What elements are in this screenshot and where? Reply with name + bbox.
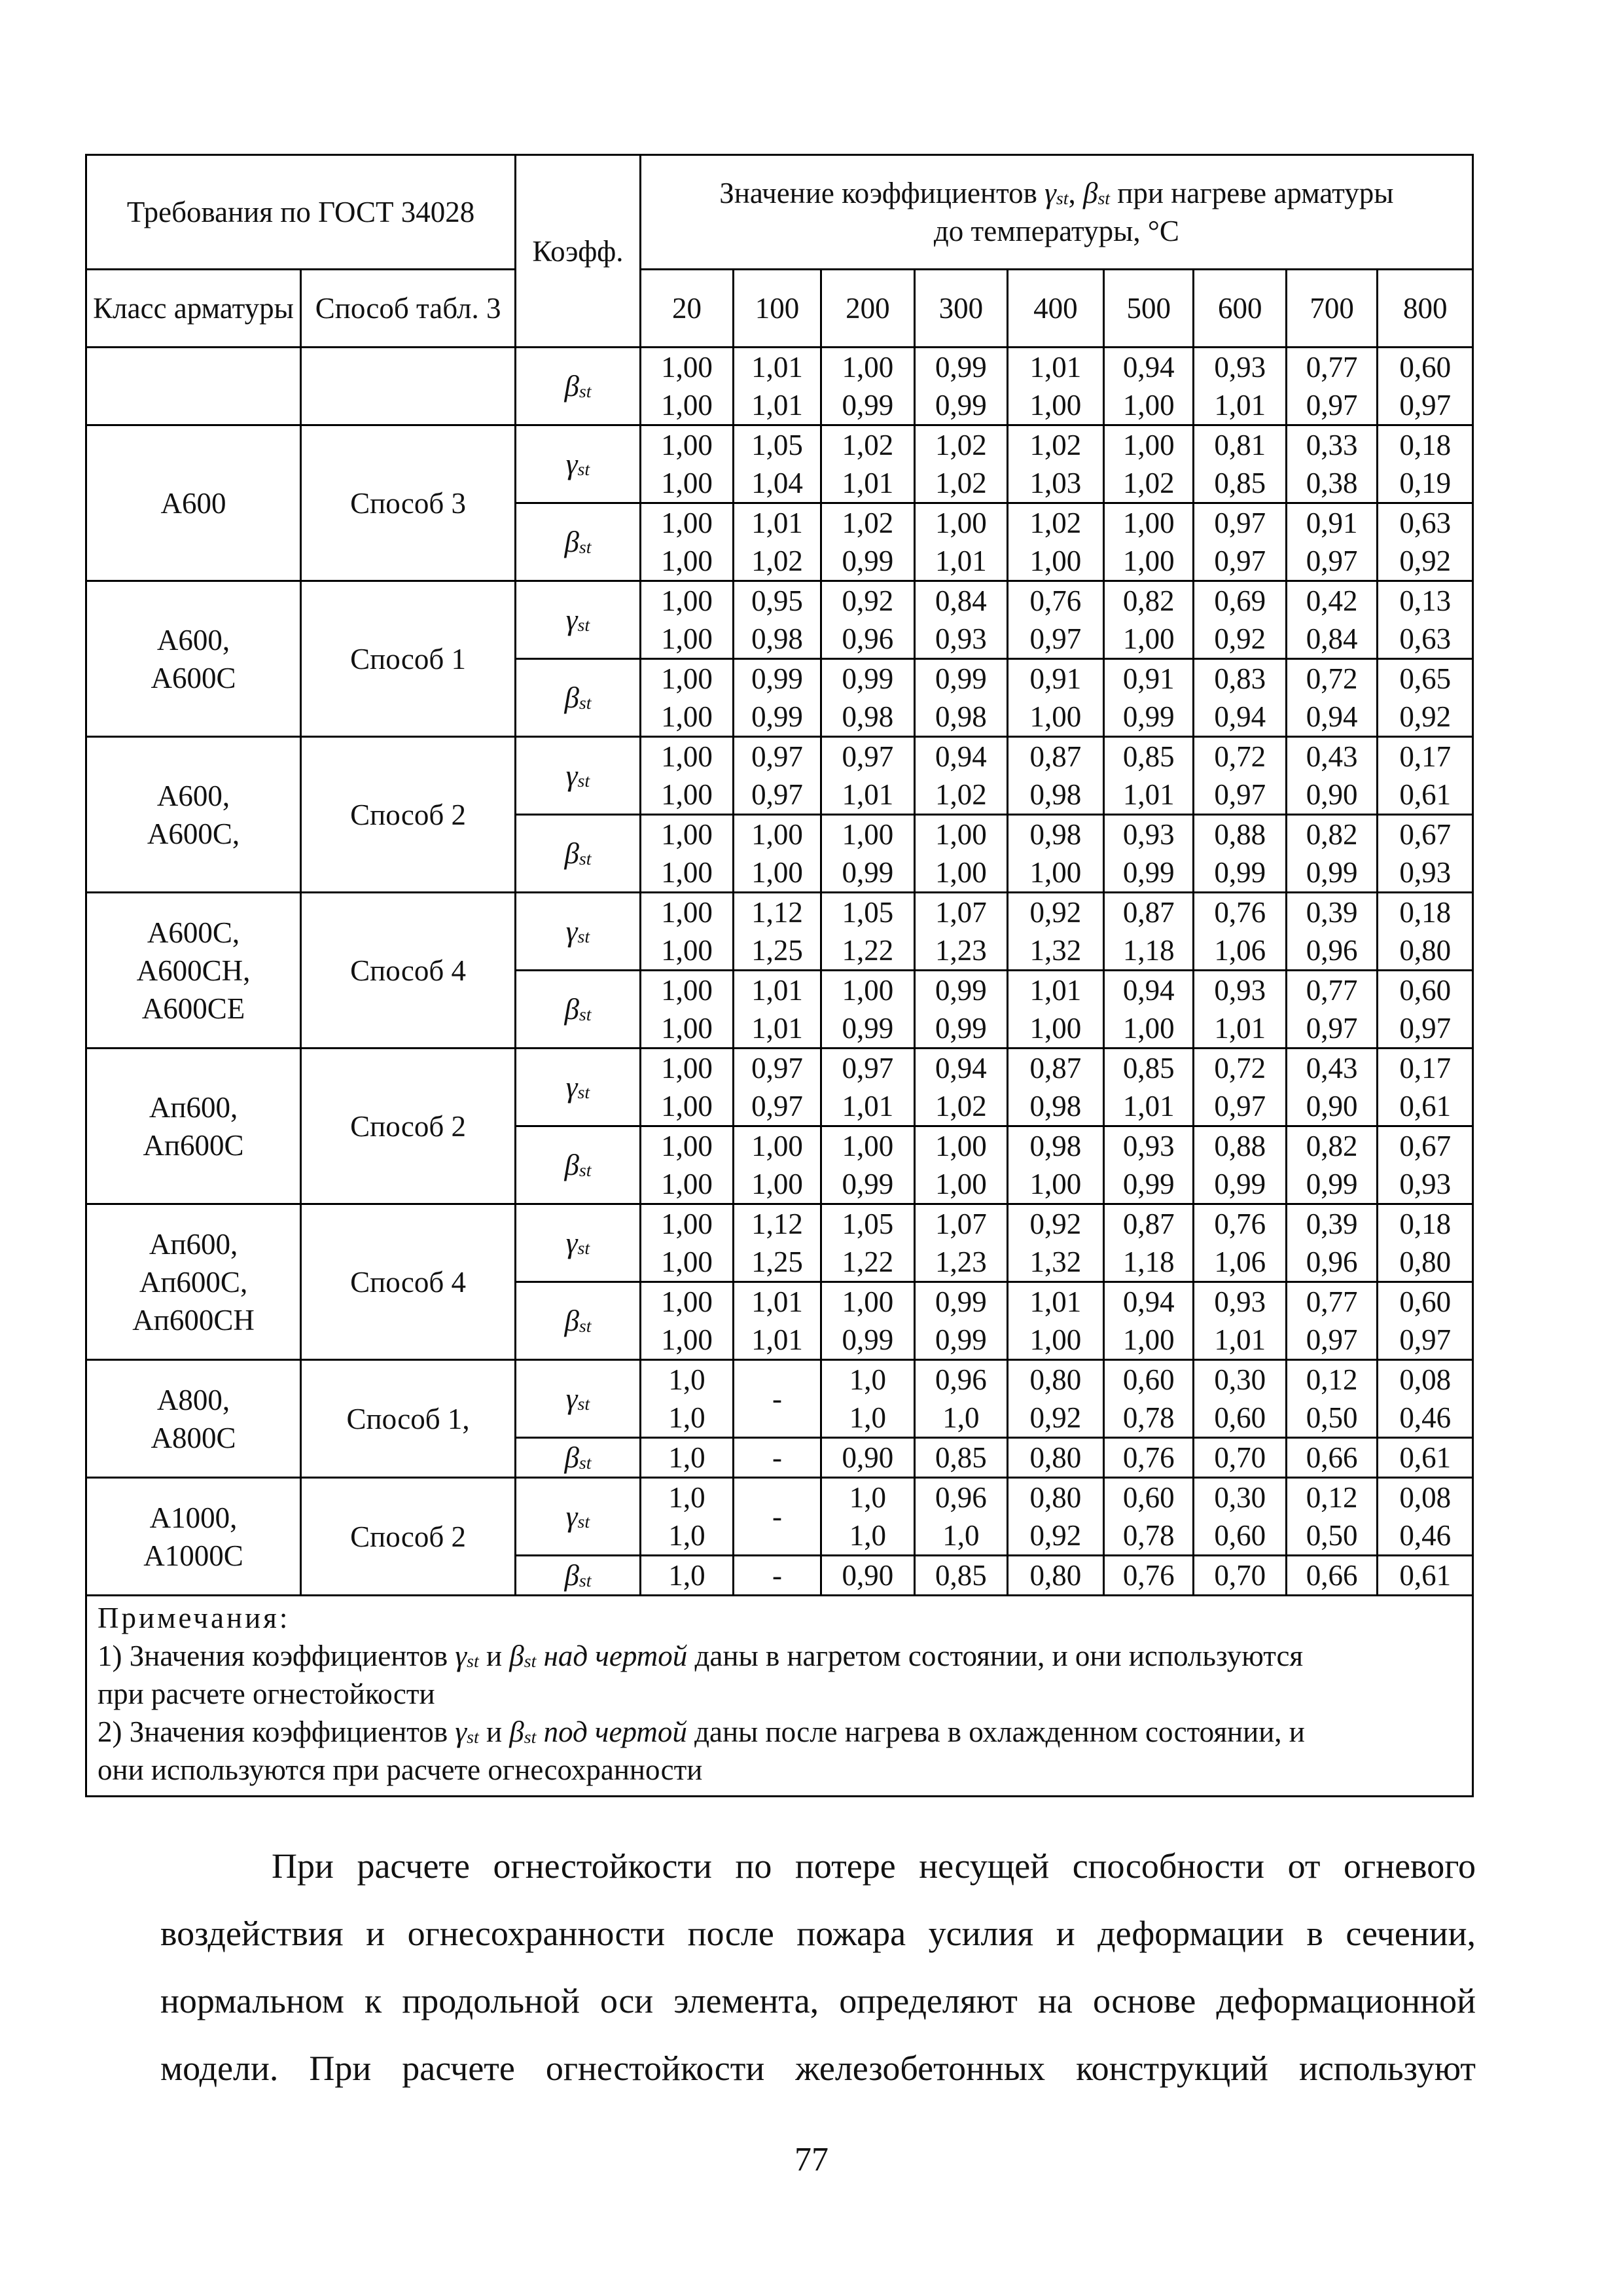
value-cell: - <box>734 1438 821 1478</box>
value-cell: 0,82 0,99 <box>1286 815 1377 893</box>
rebar-class-cell: А600, А600С <box>86 581 301 737</box>
coef-cell: $\gamma_{st}$ <box>516 1360 641 1438</box>
value-cell: 0,72 0,97 <box>1194 1049 1286 1126</box>
value-cell: 1,01 1,01 <box>734 348 821 425</box>
value-cell: 1,0 1,0 <box>821 1478 914 1556</box>
paragraph-line: нормальном к продольной оси элемента, определяют на основе деформационной <box>160 1981 1476 2020</box>
value-cell: 0,12 0,50 <box>1286 1478 1377 1556</box>
value-cell: 1,00 1,00 <box>640 1282 733 1360</box>
value-cell: 1,00 1,00 <box>640 581 733 659</box>
value-cell: 0,18 0,80 <box>1378 1204 1473 1282</box>
value-cell: 0,80 0,92 <box>1007 1360 1103 1438</box>
page-number: 77 <box>794 2141 829 2178</box>
coef-cell: $\beta_{st}$ <box>516 815 641 893</box>
value-cell: 1,0 1,0 <box>640 1478 733 1556</box>
table-row <box>86 581 1473 659</box>
value-cell: 0,76 1,06 <box>1194 1204 1286 1282</box>
coef-header: Коэфф. <box>516 155 641 348</box>
method-cell: Способ 1 <box>301 581 516 737</box>
coef-cell: $\beta_{st}$ <box>516 659 641 737</box>
table-row <box>86 1204 1473 1282</box>
value-cell: 0,60 0,78 <box>1104 1478 1194 1556</box>
notes-title: Примечания: <box>98 1602 291 1634</box>
value-cell: 1,12 1,25 <box>734 893 821 971</box>
value-cell: 0,77 0,97 <box>1286 1282 1377 1360</box>
value-cell: 1,02 1,01 <box>821 425 914 503</box>
paragraph-line: При расчете огнестойкости по потере несущей способности от огневого <box>272 1846 1476 1886</box>
value-cell: 1,00 0,99 <box>821 348 914 425</box>
temperature-header: 600 <box>1194 270 1286 348</box>
value-cell: 0,17 0,61 <box>1378 1049 1473 1126</box>
value-cell: 1,01 1,02 <box>734 503 821 581</box>
value-cell: 0,99 0,99 <box>915 1282 1007 1360</box>
value-cell: 0,39 0,96 <box>1286 893 1377 971</box>
temperature-header: 200 <box>821 270 914 348</box>
value-cell: 1,07 1,23 <box>915 893 1007 971</box>
value-cell: 1,00 1,00 <box>734 1126 821 1204</box>
method-cell: Способ 2 <box>301 1478 516 1596</box>
value-cell: 1,12 1,25 <box>734 1204 821 1282</box>
value-cell: 0,98 1,00 <box>1007 815 1103 893</box>
value-cell: 0,80 <box>1007 1556 1103 1596</box>
value-cell: 1,01 1,01 <box>734 1282 821 1360</box>
value-cell: 1,05 1,22 <box>821 1204 914 1282</box>
value-cell: 0,18 0,80 <box>1378 893 1473 971</box>
note-1: 1) Значения коэффициентов $\gamma_{st}$ и $\beta_{st}$ над чертой даны в нагретом состоянии, и они используются <box>98 1640 1304 1672</box>
value-cell: 1,0 <box>640 1556 733 1596</box>
value-cell: 1,00 0,99 <box>821 1126 914 1204</box>
value-cell: 0,90 <box>821 1438 914 1478</box>
value-cell: 0,42 0,84 <box>1286 581 1377 659</box>
value-cell: 0,30 0,60 <box>1194 1478 1286 1556</box>
value-cell: 1,00 1,00 <box>640 1049 733 1126</box>
value-cell: 0,87 1,18 <box>1104 1204 1194 1282</box>
value-cell: 0,43 0,90 <box>1286 737 1377 815</box>
value-cell: 1,00 0,99 <box>821 971 914 1049</box>
value-cell: 0,91 0,99 <box>1104 659 1194 737</box>
value-cell: 0,08 0,46 <box>1378 1360 1473 1438</box>
paragraph-line: модели. При расчете огнестойкости железобетонных конструкций используют <box>160 2049 1476 2088</box>
value-cell: 0,13 0,63 <box>1378 581 1473 659</box>
value-cell: 1,00 0,99 <box>821 1282 914 1360</box>
value-cell: 0,18 0,19 <box>1378 425 1473 503</box>
value-cell: 0,94 1,02 <box>915 737 1007 815</box>
table-row <box>86 425 1473 503</box>
method-cell: Способ 1, <box>301 1360 516 1478</box>
rebar-class-cell: А800, А800С <box>86 1360 301 1478</box>
value-cell: 0,97 0,97 <box>1194 503 1286 581</box>
value-cell: 0,97 1,01 <box>821 1049 914 1126</box>
value-cell: 0,60 0,97 <box>1378 1282 1473 1360</box>
value-cell: 0,17 0,61 <box>1378 737 1473 815</box>
value-cell: 0,60 0,97 <box>1378 971 1473 1049</box>
value-cell: 0,99 0,99 <box>734 659 821 737</box>
value-cell: 0,93 0,99 <box>1104 815 1194 893</box>
value-cell: - <box>734 1360 821 1438</box>
coef-cell: $\beta_{st}$ <box>516 503 641 581</box>
value-cell: 0,76 0,97 <box>1007 581 1103 659</box>
table-row <box>86 348 1473 425</box>
method-cell: Способ 2 <box>301 737 516 893</box>
value-cell: 0,92 0,96 <box>821 581 914 659</box>
values-header: Значение коэффициентов $\gamma_{st}$, $\beta_{st}$ при нагреве арматуры до температуры, °C <box>640 155 1472 270</box>
temperature-header: 400 <box>1007 270 1103 348</box>
value-cell: 1,0 1,0 <box>821 1360 914 1438</box>
value-cell: 0,82 0,99 <box>1286 1126 1377 1204</box>
value-cell: 1,01 1,00 <box>1007 1282 1103 1360</box>
value-cell: 0,93 1,01 <box>1194 1282 1286 1360</box>
coef-cell: $\gamma_{st}$ <box>516 1049 641 1126</box>
value-cell: 1,00 0,99 <box>821 815 914 893</box>
rebar-class-cell: Ап600, Ап600С, Ап600СН <box>86 1204 301 1360</box>
value-cell: 0,85 1,01 <box>1104 1049 1194 1126</box>
value-cell: 1,00 1,00 <box>640 425 733 503</box>
value-cell: 0,65 0,92 <box>1378 659 1473 737</box>
coef-cell: $\gamma_{st}$ <box>516 581 641 659</box>
value-cell: 1,00 1,00 <box>640 348 733 425</box>
value-cell: 0,72 0,94 <box>1286 659 1377 737</box>
coef-cell: $\beta_{st}$ <box>516 1438 641 1478</box>
value-cell: 1,0 1,0 <box>640 1360 733 1438</box>
temperature-header: 100 <box>734 270 821 348</box>
value-cell: 1,00 1,00 <box>640 659 733 737</box>
coef-cell: $\gamma_{st}$ <box>516 1204 641 1282</box>
value-cell: 0,85 1,01 <box>1104 737 1194 815</box>
value-cell: 0,60 0,97 <box>1378 348 1473 425</box>
value-cell: 0,88 0,99 <box>1194 1126 1286 1204</box>
coef-cell: $\beta_{st}$ <box>516 1126 641 1204</box>
class-header: Класс арматуры <box>86 270 301 348</box>
rebar-class-cell <box>86 348 301 425</box>
value-cell: 0,61 <box>1378 1438 1473 1478</box>
value-cell: 0,93 1,01 <box>1194 348 1286 425</box>
value-cell: 0,60 0,78 <box>1104 1360 1194 1438</box>
value-cell: 0,67 0,93 <box>1378 1126 1473 1204</box>
rebar-class-cell: А600, А600С, <box>86 737 301 893</box>
method-cell: Способ 3 <box>301 425 516 581</box>
note-1-cont: при расчете огнестойкости <box>98 1677 435 1710</box>
value-cell: 0,99 0,99 <box>915 971 1007 1049</box>
coef-cell: $\gamma_{st}$ <box>516 737 641 815</box>
value-cell: 0,88 0,99 <box>1194 815 1286 893</box>
coef-cell: $\beta_{st}$ <box>516 1282 641 1360</box>
coef-cell: $\gamma_{st}$ <box>516 425 641 503</box>
value-cell: 0,87 0,98 <box>1007 737 1103 815</box>
coef-cell: $\beta_{st}$ <box>516 348 641 425</box>
value-cell: 1,00 1,00 <box>640 1204 733 1282</box>
value-cell: - <box>734 1478 821 1556</box>
value-cell: 1,01 1,00 <box>1007 348 1103 425</box>
requirements-header: Требования по ГОСТ 34028 <box>86 155 516 270</box>
value-cell: 1,02 1,02 <box>915 425 1007 503</box>
method-cell: Способ 4 <box>301 1204 516 1360</box>
value-cell: 1,01 1,01 <box>734 971 821 1049</box>
value-cell: 0,43 0,90 <box>1286 1049 1377 1126</box>
value-cell: 0,76 <box>1104 1556 1194 1596</box>
value-cell: 1,00 1,00 <box>640 971 733 1049</box>
value-cell: 0,95 0,98 <box>734 581 821 659</box>
value-cell: 0,63 0,92 <box>1378 503 1473 581</box>
value-cell: 0,83 0,94 <box>1194 659 1286 737</box>
body-paragraph <box>160 1833 1476 2102</box>
temperature-header: 800 <box>1378 270 1473 348</box>
value-cell: 1,00 1,00 <box>1104 503 1194 581</box>
temperature-header: 700 <box>1286 270 1377 348</box>
value-cell: 1,00 1,02 <box>1104 425 1194 503</box>
value-cell: 1,02 1,00 <box>1007 503 1103 581</box>
value-cell: 1,05 1,04 <box>734 425 821 503</box>
table-notes <box>86 1596 1473 1797</box>
value-cell: 0,87 0,98 <box>1007 1049 1103 1126</box>
value-cell: 0,70 <box>1194 1556 1286 1596</box>
value-cell: 0,77 0,97 <box>1286 971 1377 1049</box>
value-cell: 0,67 0,93 <box>1378 815 1473 893</box>
value-cell: 1,07 1,23 <box>915 1204 1007 1282</box>
value-cell: 0,69 0,92 <box>1194 581 1286 659</box>
value-cell: 0,96 1,0 <box>915 1360 1007 1438</box>
value-cell: 0,94 1,02 <box>915 1049 1007 1126</box>
value-cell: 0,97 0,97 <box>734 737 821 815</box>
value-cell: 0,99 0,98 <box>821 659 914 737</box>
value-cell: 0,87 1,18 <box>1104 893 1194 971</box>
value-cell: 0,96 1,0 <box>915 1478 1007 1556</box>
rebar-class-cell: Ап600, Ап600С <box>86 1049 301 1204</box>
value-cell: 1,01 1,00 <box>1007 971 1103 1049</box>
value-cell: 0,99 0,98 <box>915 659 1007 737</box>
value-cell: 1,00 1,00 <box>640 737 733 815</box>
temperature-header: 500 <box>1104 270 1194 348</box>
value-cell: 0,97 1,01 <box>821 737 914 815</box>
rebar-class-cell: А1000, А1000С <box>86 1478 301 1596</box>
value-cell: 0,94 1,00 <box>1104 971 1194 1049</box>
value-cell: 1,00 1,00 <box>915 815 1007 893</box>
paragraph-line: воздействия и огнесохранности после пожара усилия и деформации в сечении, <box>160 1914 1476 1953</box>
note-2-cont: они используются при расчете огнесохранности <box>98 1753 703 1786</box>
rebar-class-cell: А600С, А600СН, А600СЕ <box>86 893 301 1049</box>
value-cell: 0,92 1,32 <box>1007 1204 1103 1282</box>
value-cell: 0,98 1,00 <box>1007 1126 1103 1204</box>
table-row <box>86 1478 1473 1556</box>
value-cell: 0,77 0,97 <box>1286 348 1377 425</box>
value-cell: 1,00 1,00 <box>640 893 733 971</box>
value-cell: 0,91 1,00 <box>1007 659 1103 737</box>
value-cell: 0,94 1,00 <box>1104 1282 1194 1360</box>
value-cell: 0,08 0,46 <box>1378 1478 1473 1556</box>
value-cell: 0,93 0,99 <box>1104 1126 1194 1204</box>
value-cell: 0,92 1,32 <box>1007 893 1103 971</box>
value-cell: 0,39 0,96 <box>1286 1204 1377 1282</box>
value-cell: 1,00 1,00 <box>915 1126 1007 1204</box>
value-cell: 0,12 0,50 <box>1286 1360 1377 1438</box>
value-cell: 0,70 <box>1194 1438 1286 1478</box>
value-cell: 0,81 0,85 <box>1194 425 1286 503</box>
value-cell: 0,85 <box>915 1556 1007 1596</box>
value-cell: 0,66 <box>1286 1556 1377 1596</box>
value-cell: 0,61 <box>1378 1556 1473 1596</box>
temperature-header: 20 <box>640 270 733 348</box>
value-cell: 1,0 <box>640 1438 733 1478</box>
value-cell: 0,97 0,97 <box>734 1049 821 1126</box>
value-cell: 1,00 1,00 <box>640 1126 733 1204</box>
value-cell: 1,02 0,99 <box>821 503 914 581</box>
value-cell: 0,76 1,06 <box>1194 893 1286 971</box>
method-header: Способ табл. 3 <box>301 270 516 348</box>
method-cell: Способ 4 <box>301 893 516 1049</box>
value-cell: 0,82 1,00 <box>1104 581 1194 659</box>
value-cell: 0,33 0,38 <box>1286 425 1377 503</box>
value-cell: 1,00 1,00 <box>640 503 733 581</box>
value-cell: 1,00 1,01 <box>915 503 1007 581</box>
value-cell: 0,93 1,01 <box>1194 971 1286 1049</box>
coefficients-table <box>85 154 1474 1797</box>
value-cell: 1,00 1,00 <box>640 815 733 893</box>
method-cell <box>301 348 516 425</box>
value-cell: 1,05 1,22 <box>821 893 914 971</box>
table-row <box>86 893 1473 971</box>
temperature-header: 300 <box>915 270 1007 348</box>
table-row <box>86 1049 1473 1126</box>
method-cell: Способ 2 <box>301 1049 516 1204</box>
value-cell: 0,72 0,97 <box>1194 737 1286 815</box>
table-row <box>86 737 1473 815</box>
value-cell: 0,99 0,99 <box>915 348 1007 425</box>
value-cell: 0,66 <box>1286 1438 1377 1478</box>
rebar-class-cell: А600 <box>86 425 301 581</box>
coef-cell: $\beta_{st}$ <box>516 971 641 1049</box>
value-cell: 0,76 <box>1104 1438 1194 1478</box>
value-cell: - <box>734 1556 821 1596</box>
table-row <box>86 1360 1473 1438</box>
value-cell: 1,02 1,03 <box>1007 425 1103 503</box>
note-2: 2) Значения коэффициентов $\gamma_{st}$ и $\beta_{st}$ под чертой даны после нагрева в охлажденном состоянии, и <box>98 1715 1305 1748</box>
coef-cell: $\gamma_{st}$ <box>516 1478 641 1556</box>
value-cell: 0,91 0,97 <box>1286 503 1377 581</box>
coef-cell: $\gamma_{st}$ <box>516 893 641 971</box>
value-cell: 0,80 <box>1007 1438 1103 1478</box>
value-cell: 0,94 1,00 <box>1104 348 1194 425</box>
value-cell: 1,00 1,00 <box>734 815 821 893</box>
value-cell: 0,84 0,93 <box>915 581 1007 659</box>
value-cell: 0,90 <box>821 1556 914 1596</box>
value-cell: 0,80 0,92 <box>1007 1478 1103 1556</box>
value-cell: 0,30 0,60 <box>1194 1360 1286 1438</box>
value-cell: 0,85 <box>915 1438 1007 1478</box>
coef-cell: $\beta_{st}$ <box>516 1556 641 1596</box>
